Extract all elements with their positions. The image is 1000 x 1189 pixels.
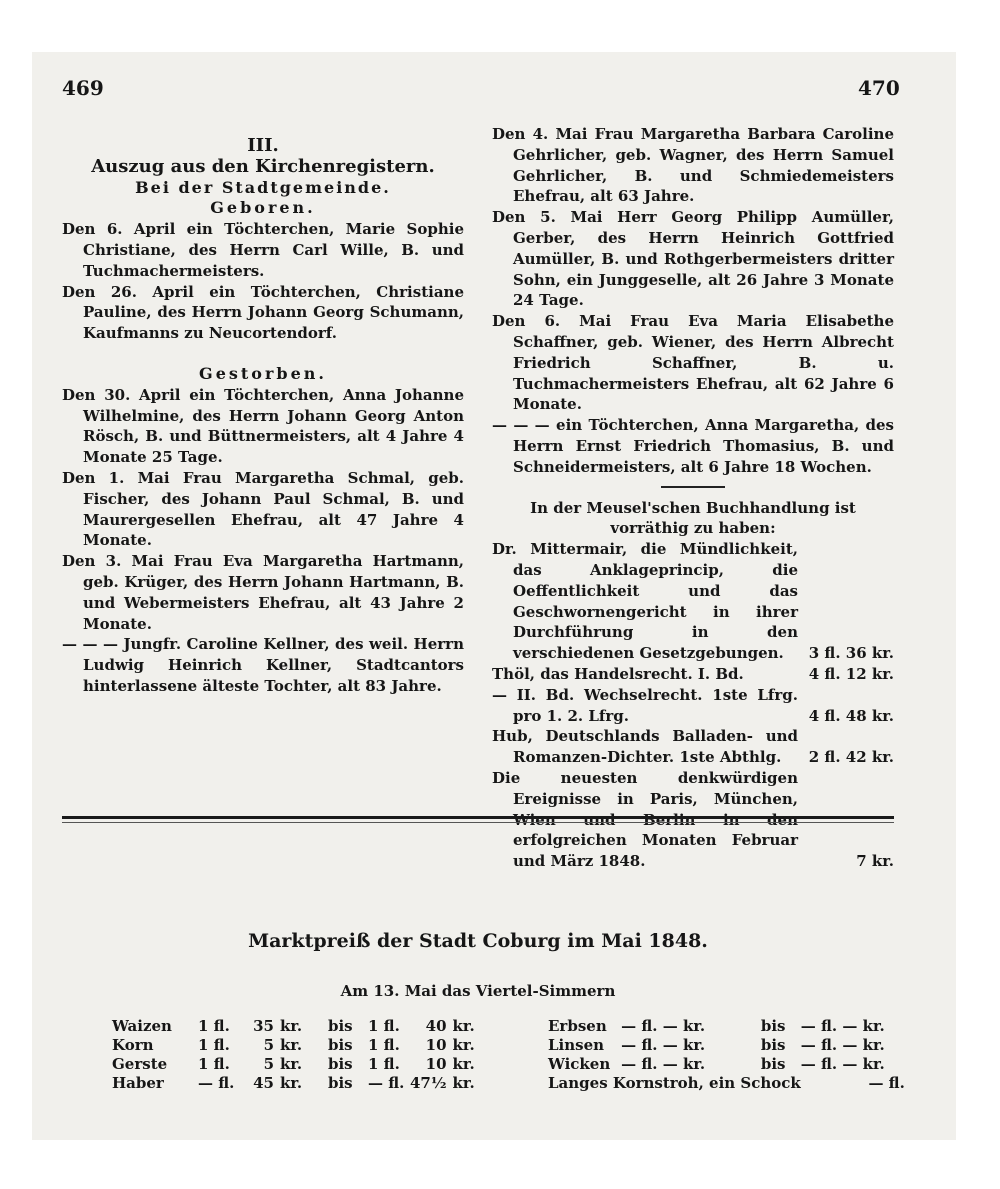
book-title: Dr. Mittermair, die Mündlichkeit, das Anklageprincip, die Oeffentlichkeit und das Geschwornengericht in ihrer Durchführung in den verschiedenen Gesetzgebungen. [492, 540, 798, 663]
price-fl: 1 fl. [198, 1035, 230, 1054]
book-listing [492, 664, 894, 685]
bis-label: bis [760, 1035, 786, 1054]
table-row [548, 1035, 905, 1054]
book-price: 7 kr. [856, 852, 894, 871]
bookshop-heading: In der Meusel'schen Buchhandlung ist vorräthig zu haben: [530, 498, 856, 538]
price-range-from: — fl. — kr. [621, 1054, 706, 1073]
book-title: Hub, Deutschlands Balladen- und Romanzen-Dichter. 1ste Abthlg. [492, 727, 798, 767]
book-listing [492, 685, 894, 727]
item-name: Wicken [548, 1054, 611, 1073]
price-fl: 1 fl. [368, 1016, 400, 1035]
table-row [548, 1073, 905, 1092]
death-entry: — — — Jungfr. Caroline Kellner, des weil. Herrn Ludwig Heinrich Kellner, Stadtcantors hinterlassene älteste Tochter, alt 83 Jahre. [62, 635, 464, 695]
book-price: 4 fl. 48 kr. [808, 706, 894, 725]
price-kr: 35 [253, 1016, 274, 1035]
price-kr: 47½ [410, 1073, 447, 1092]
bis-label: bis [760, 1016, 786, 1035]
bis-label: bis [328, 1016, 353, 1035]
legume-price-table [548, 1016, 905, 1092]
book-price: 2 fl. 42 kr. [808, 748, 894, 767]
table-row [112, 1073, 483, 1092]
book-listing [492, 539, 894, 664]
grain-price-table [112, 1016, 483, 1092]
births-heading: Geboren. [210, 198, 316, 218]
bis-label: bis [760, 1054, 786, 1073]
price-range-from: — fl. — kr. [621, 1016, 706, 1035]
birth-entry: Den 6. April ein Töchterchen, Marie Sophie Christiane, des Herrn Carl Wille, B. und Tuchmachermeisters. [62, 220, 464, 280]
death-entry: — — — ein Töchterchen, Anna Margaretha, des Herrn Ernst Friedrich Thomasius, B. und Schneidermeisters, alt 6 Jahre 18 Wochen. [492, 416, 894, 476]
death-entry: Den 30. April ein Töchterchen, Anna Johanne Wilhelmine, des Herrn Johann Georg Anton Rösch, B. und Büttnermeisters, alt 4 Jahre 4 Monate 25 Tage. [62, 385, 464, 467]
bis-label: bis [328, 1035, 353, 1054]
price-kr: 5 [263, 1054, 274, 1073]
straw-label: Langes Kornstroh, ein Schock [548, 1073, 801, 1092]
section-roman-numeral: III. [247, 135, 279, 156]
grain-name: Waizen [112, 1016, 172, 1035]
price-fl: 1 fl. [198, 1054, 230, 1073]
market-subtitle: Am 13. Mai das Viertel-Simmern [340, 982, 616, 1000]
price-kr: 5 [263, 1035, 274, 1054]
book-price: 4 fl. 12 kr. [808, 664, 894, 683]
market-title: Marktpreiß der Stadt Coburg im Mai 1848. [248, 930, 708, 952]
item-name: Linsen [548, 1035, 605, 1054]
grain-name: Haber [112, 1073, 164, 1092]
table-row [548, 1054, 905, 1073]
price-range-to: — fl. — kr. [800, 1016, 885, 1035]
death-entry: Den 5. Mai Herr Georg Philipp Aumüller, Gerber, des Herrn Heinrich Gottfried Aumüller, B. und Rothgerbermeisters dritter Sohn, ein Junggeselle, alt 26 Jahre 3 Monate 24 Tage. [492, 208, 894, 310]
price-kr: 10 [425, 1054, 447, 1073]
bis-label: bis [328, 1073, 353, 1092]
price-kr: 40 [425, 1016, 447, 1035]
book-price: 3 fl. 36 kr. [808, 644, 894, 663]
price-fl: — fl. [368, 1073, 405, 1092]
unit-kr: kr. [452, 1073, 475, 1092]
birth-entry: Den 26. April ein Töchterchen, Christiane Pauline, des Herrn Johann Georg Schumann, Kaufmanns zu Neucortendorf. [62, 282, 464, 343]
price-fl: — fl. [198, 1073, 235, 1092]
price-fl: 1 fl. [368, 1054, 400, 1073]
death-entry: Den 1. Mai Frau Margaretha Schmal, geb. Fischer, des Johann Paul Schmal, B. und Maurergesellen Ehefrau, alt 47 Jahre 4 Monate. [62, 468, 464, 550]
left-column [62, 136, 464, 697]
unit-kr: kr. [452, 1016, 475, 1035]
unit-kr: kr. [280, 1054, 303, 1073]
book-title: — II. Bd. Wechselrecht. 1ste Lfrg. pro 1. 2. Lfrg. [492, 685, 798, 725]
table-row [112, 1035, 483, 1054]
table-row [548, 1016, 905, 1035]
separator-rule [661, 486, 725, 488]
death-entry: Den 6. Mai Frau Eva Maria Elisabethe Schaffner, geb. Wiener, des Herrn Albrecht Friedrich Schaffner, B. u. Tuchmachermeisters Ehefrau, alt 62 Jahre 6 Monate. [492, 312, 894, 414]
book-listing [492, 768, 894, 872]
grain-name: Korn [112, 1035, 154, 1054]
price-kr: 45 [253, 1073, 274, 1092]
price-fl: 1 fl. [368, 1035, 400, 1054]
page-divider [62, 816, 894, 819]
section-subheading: Bei der Stadtgemeinde. [135, 177, 391, 197]
unit-kr: kr. [280, 1016, 303, 1035]
book-title: Die neuesten denkwürdigen Ereignisse in Paris, München, Wien und Berlin in den erfolgreichen Monaten Februar und März 1848. [492, 768, 798, 871]
book-listing [492, 726, 894, 768]
unit-kr: kr. [280, 1073, 303, 1092]
death-entry: Den 4. Mai Frau Margaretha Barbara Caroline Gehrlicher, geb. Wagner, des Herrn Samuel Gehrlicher, B. und Schmiedemeisters Ehefrau, alt 63 Jahre. [492, 125, 894, 206]
item-name: Erbsen [548, 1016, 607, 1035]
death-entry: Den 3. Mai Frau Eva Margaretha Hartmann, geb. Krüger, des Herrn Johann Hartmann, B. und Webermeisters Ehefrau, alt 43 Jahre 2 Monate. [62, 552, 464, 633]
price-range-to: — fl. — kr. [800, 1035, 885, 1054]
bis-label: bis [328, 1054, 353, 1073]
table-row [112, 1016, 483, 1035]
straw-price: — fl. [868, 1073, 905, 1092]
unit-kr: kr. [452, 1035, 475, 1054]
grain-name: Gerste [112, 1054, 168, 1073]
price-fl: 1 fl. [198, 1016, 230, 1035]
unit-kr: kr. [280, 1035, 303, 1054]
table-row [112, 1054, 483, 1073]
right-column [492, 124, 894, 872]
price-range-from: — fl. — kr. [621, 1035, 706, 1054]
page-number-left: 469 [62, 76, 104, 100]
price-kr: 10 [425, 1035, 447, 1054]
book-title: Thöl, das Handelsrecht. I. Bd. [492, 664, 744, 683]
section-heading: Auszug aus den Kirchenregistern. [91, 155, 435, 177]
page-divider-thin [62, 822, 894, 823]
deaths-heading: Gestorben. [199, 363, 327, 383]
page-number-right: 470 [858, 76, 900, 100]
price-range-to: — fl. — kr. [800, 1054, 885, 1073]
unit-kr: kr. [452, 1054, 475, 1073]
